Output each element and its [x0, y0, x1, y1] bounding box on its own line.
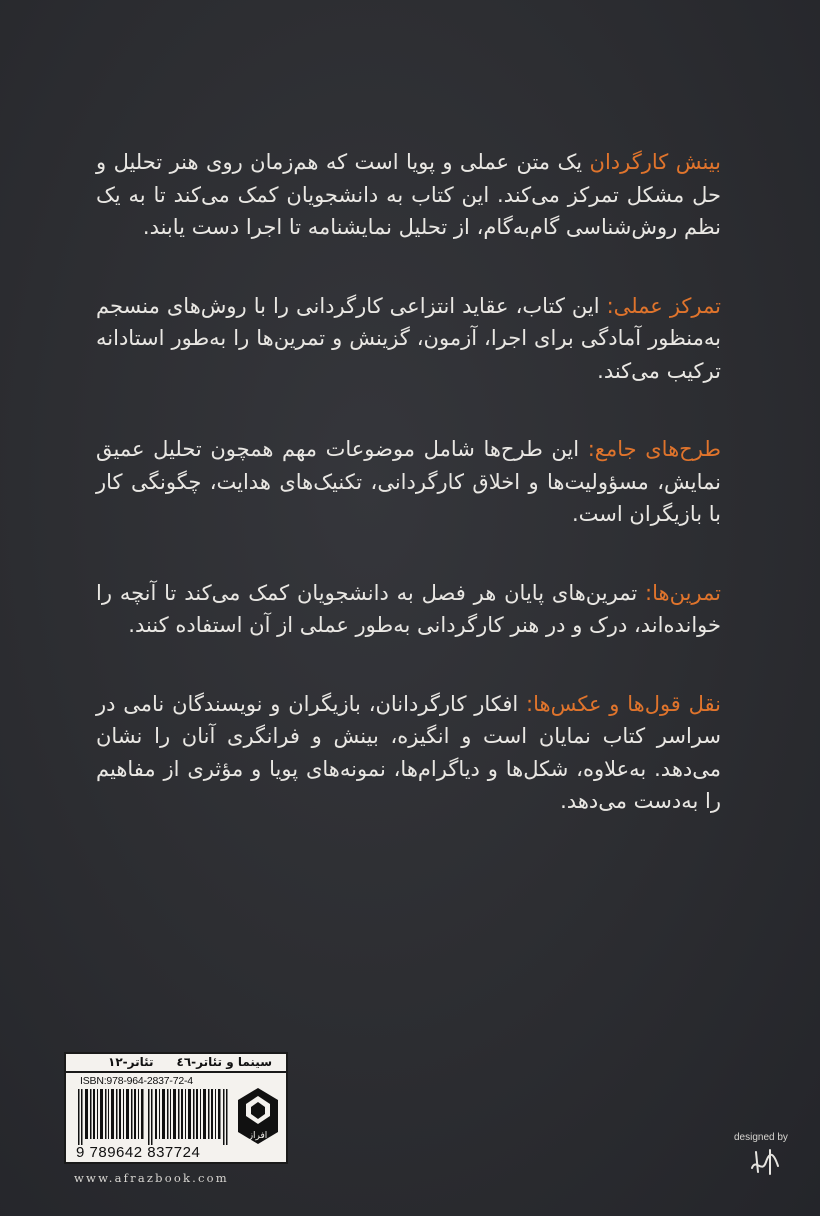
exercises-highlight: تمرین‌ها:: [645, 580, 721, 605]
practical-focus-paragraph: [96, 290, 721, 388]
series-row: [66, 1054, 286, 1073]
intro-highlight: بینش کارگردان: [589, 150, 721, 174]
series-cinema-theatre: سینما و تئاتر-٤٦: [176, 1055, 272, 1069]
comprehensive-plans-highlight: طرح‌های جامع:: [587, 437, 721, 461]
isbn-label: ISBN:978-964-2837-72-4: [80, 1075, 193, 1087]
series-theatre: تئاتر-١٢: [108, 1055, 154, 1069]
publisher-logo-icon: [236, 1086, 280, 1146]
isbn-barcode-box: [64, 1052, 288, 1164]
barcode-digits: 9 789642 837724: [76, 1144, 201, 1161]
publisher-logo-text: افراز: [248, 1131, 268, 1141]
practical-focus-highlight: تمرکز عملی:: [606, 293, 721, 318]
publisher-website: www.afrazbook.com: [74, 1171, 229, 1185]
intro-text: یک متن عملی و پویا است که هم‌زمان روی هنر تحلیل و حل مشکل تمرکز می‌کند. این کتاب به دانشجویان کمک می‌کند تا به یک نظم روش‌شناسی گام‌به‌گام، از تحلیل نمایشنامه تا اجرا دست یابند.: [96, 150, 721, 239]
designed-by-label: designed by: [734, 1132, 788, 1143]
quotes-paragraph: [96, 688, 721, 818]
intro-paragraph: [96, 146, 721, 244]
back-cover-blurb: [96, 146, 721, 864]
barcode-icon: [78, 1089, 228, 1145]
designer-signature-icon: [746, 1144, 786, 1180]
exercises-text: تمرین‌های پایان هر فصل به دانشجویان کمک می‌کند تا آنچه را خوانده‌اند، درک و در هنر کارگردانی به‌طور عملی از آن استفاده کنند.: [96, 580, 721, 637]
exercises-paragraph: [96, 577, 721, 642]
comprehensive-plans-text: این طرح‌ها شامل موضوعات مهم همچون تحلیل عمیق نمایش، مسؤولیت‌ها و اخلاق کارگردانی، تکنیک‌های هدایت، چگونگی کار با بازیگران است.: [96, 437, 721, 526]
practical-focus-text: این کتاب، عقاید انتزاعی کارگردانی را با روش‌های منسجم به‌منظور آمادگی برای اجرا، آزمون، گزینش و تمرین‌ها را به‌طور استادانه ترکیب می‌کند.: [96, 293, 721, 383]
quotes-highlight: نقل قول‌ها و عکس‌ها:: [526, 691, 721, 716]
comprehensive-plans-paragraph: [96, 433, 721, 531]
quotes-text: افکار کارگردانان، بازیگران و نویسندگان نامی در سراسر کتاب نمایان است و انگیزه، بینش و فرانگری آنان را نشان می‌دهد. به‌علاوه، شکل‌ها و دیاگرام‌ها، نمونه‌های پویا و مؤثری از مفاهیم را به‌دست می‌دهد.: [96, 691, 721, 813]
